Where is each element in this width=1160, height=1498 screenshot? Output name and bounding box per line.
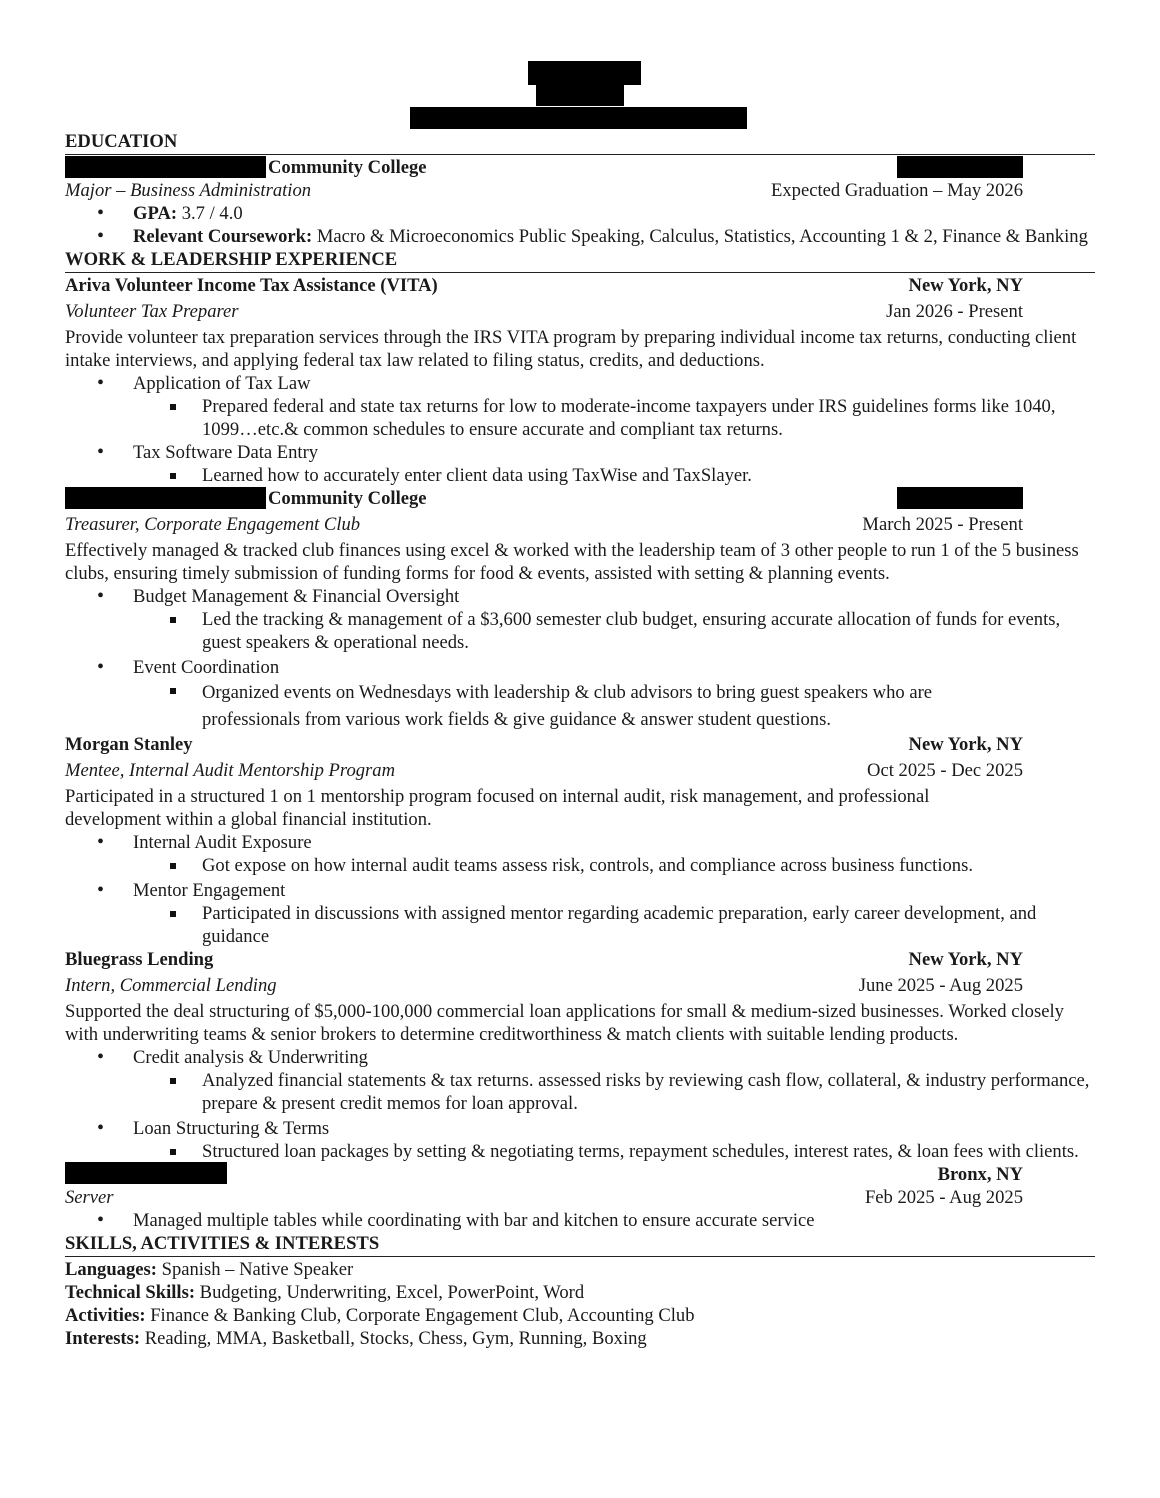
job-item-title: • Tax Software Data Entry [65,441,1095,464]
server-bullet: • Managed multiple tables while coordinating with bar and kitchen to ensure accurate service [65,1209,1095,1232]
section-divider [65,272,1095,273]
skills-line [65,1281,1095,1304]
job-item-detail: Learned how to accurately enter client data using TaxWise and TaxSlayer. [65,464,1095,487]
gpa-value: 3.7 / 4.0 [177,203,243,224]
job-dates: March 2025 - Present [862,514,1023,535]
job-dates: June 2025 - Aug 2025 [858,975,1023,996]
job-role-row [65,513,1023,536]
job-role-row [65,759,1023,782]
job-item-title: • Loan Structuring & Terms [65,1117,1095,1140]
section-divider [65,1256,1095,1257]
job-role-row [65,300,1023,323]
gpa-label: GPA: [133,203,178,224]
job-summary: Effectively managed & tracked club finances using excel & worked with the leadership team of 3 other people to run 1 of the 5 business clubs, ensuring timely submission of funding forms for food & events, assisted with setting & planning events. [65,540,1079,584]
job-role: Treasurer, Corporate Engagement Club [65,514,361,535]
job-summary: Provide volunteer tax preparation services through the IRS VITA program by preparing individual income tax returns, conducting client intake interviews, and applying federal tax law related to filing status, credits, and deductions. [65,327,1077,371]
redacted-school [65,156,266,178]
job-item-detail: Participated in discussions with assigned mentor regarding academic preparation, early career development, and guidance [65,902,1095,948]
education-graduation: Expected Graduation – May 2026 [771,180,1023,201]
skills-value: Reading, MMA, Basketball, Stocks, Chess, Gym, Running, Boxing [140,1328,647,1349]
skills-value: Finance & Banking Club, Corporate Engagement Club, Accounting Club [145,1305,695,1326]
skills-value: Spanish – Native Speaker [156,1259,354,1280]
job-header [65,1163,1023,1186]
job-item-title: • Mentor Engagement [65,879,1095,902]
skills-line [65,1258,1095,1281]
job-role: Volunteer Tax Preparer [65,301,239,322]
job-dates: Oct 2025 - Dec 2025 [867,760,1023,781]
education-major-row [65,179,1023,202]
job-item-detail: Analyzed financial statements & tax returns. assessed risks by reviewing cash flow, collateral, & industry performance, prepare & present credit memos for loan approval. [65,1069,1102,1115]
job-item-title: • Budget Management & Financial Oversight [65,585,1095,608]
skills-line [65,1327,1095,1350]
job-location: Bronx, NY [937,1164,1023,1185]
skills-label: Languages: [65,1259,157,1280]
gpa-item [65,202,1095,225]
job-header [65,487,1023,510]
skills-label: Technical Skills: [65,1282,196,1303]
redacted-name [528,61,641,85]
coursework-value: Macro & Microeconomics Public Speaking, Calculus, Statistics, Accounting 1 & 2, Finance & Banking [312,226,1088,247]
skills-label: Interests: [65,1328,141,1349]
skills-value: Budgeting, Underwriting, Excel, PowerPoint, Word [195,1282,585,1303]
education-major: Major – Business Administration [65,180,312,201]
coursework-label: Relevant Coursework: [133,226,313,247]
job-role: Intern, Commercial Lending [65,975,277,996]
job-org: Ariva Volunteer Income Tax Assistance (VITA) [65,275,438,296]
job-org: Morgan Stanley [65,734,193,755]
job-role: Server [65,1187,114,1208]
coursework-item [65,225,1095,248]
redacted-location [897,156,1023,178]
job-location: New York, NY [908,734,1023,755]
work-heading: WORK & LEADERSHIP EXPERIENCE [65,249,398,270]
redacted-employer [65,1162,227,1184]
redacted-contact [410,107,747,129]
job-header [65,733,1023,756]
education-heading: EDUCATION [65,131,178,152]
education-school-row [65,156,1023,179]
job-item-detail: Structured loan packages by setting & negotiating terms, repayment schedules, interest rates, & loan fees with clients. [65,1140,1095,1163]
job-role-row [65,974,1023,997]
job-dates: Feb 2025 - Aug 2025 [864,1187,1023,1208]
job-location: New York, NY [908,949,1023,970]
job-header [65,948,1023,971]
job-item-title: • Event Coordination [65,656,1095,679]
skills-line [65,1304,1095,1327]
job-item-title: • Application of Tax Law [65,372,1095,395]
job-item-detail: Organized events on Wednesdays with leadership & club advisors to bring guest speakers who are professionals from various work fields & give guidance & answer student questions. [65,679,1002,733]
job-dates: Jan 2026 - Present [886,301,1023,322]
job-item-detail: Led the tracking & management of a $3,600 semester club budget, ensuring accurate allocation of funds for events, guest speakers & operational needs. [65,608,1102,654]
job-location: New York, NY [908,275,1023,296]
skills-label: Activities: [65,1305,146,1326]
redacted-location [897,487,1023,509]
job-org: Bluegrass Lending [65,949,214,970]
job-summary: Supported the deal structuring of $5,000-100,000 commercial loan applications for small & medium-sized businesses. Worked closely with underwriting teams & senior brokers to determine creditworthiness & match clients with suitable lending products. [65,1001,1064,1045]
section-divider [65,154,1095,155]
job-item-detail: Got expose on how internal audit teams assess risk, controls, and compliance across business functions. [65,854,1095,877]
job-header [65,274,1023,297]
skills-heading: SKILLS, ACTIVITIES & INTERESTS [65,1233,380,1254]
job-item-detail: Prepared federal and state tax returns for low to moderate-income taxpayers under IRS guidelines forms like 1040, 1099…etc.& common schedules to ensure accurate and compliant tax returns. [65,395,1095,441]
job-item-title: • Credit analysis & Underwriting [65,1046,1095,1069]
job-item-title: • Internal Audit Exposure [65,831,1095,854]
job-summary: Participated in a structured 1 on 1 mentorship program focused on internal audit, risk management, and professional development within a global financial institution. [65,786,930,830]
redacted-school [65,487,266,509]
redacted-name [536,84,624,106]
education-school: Community College [268,157,427,178]
job-role-row [65,1186,1023,1209]
job-role: Mentee, Internal Audit Mentorship Program [65,760,395,781]
job-org: Community College [268,488,427,509]
resume [65,130,1095,1350]
